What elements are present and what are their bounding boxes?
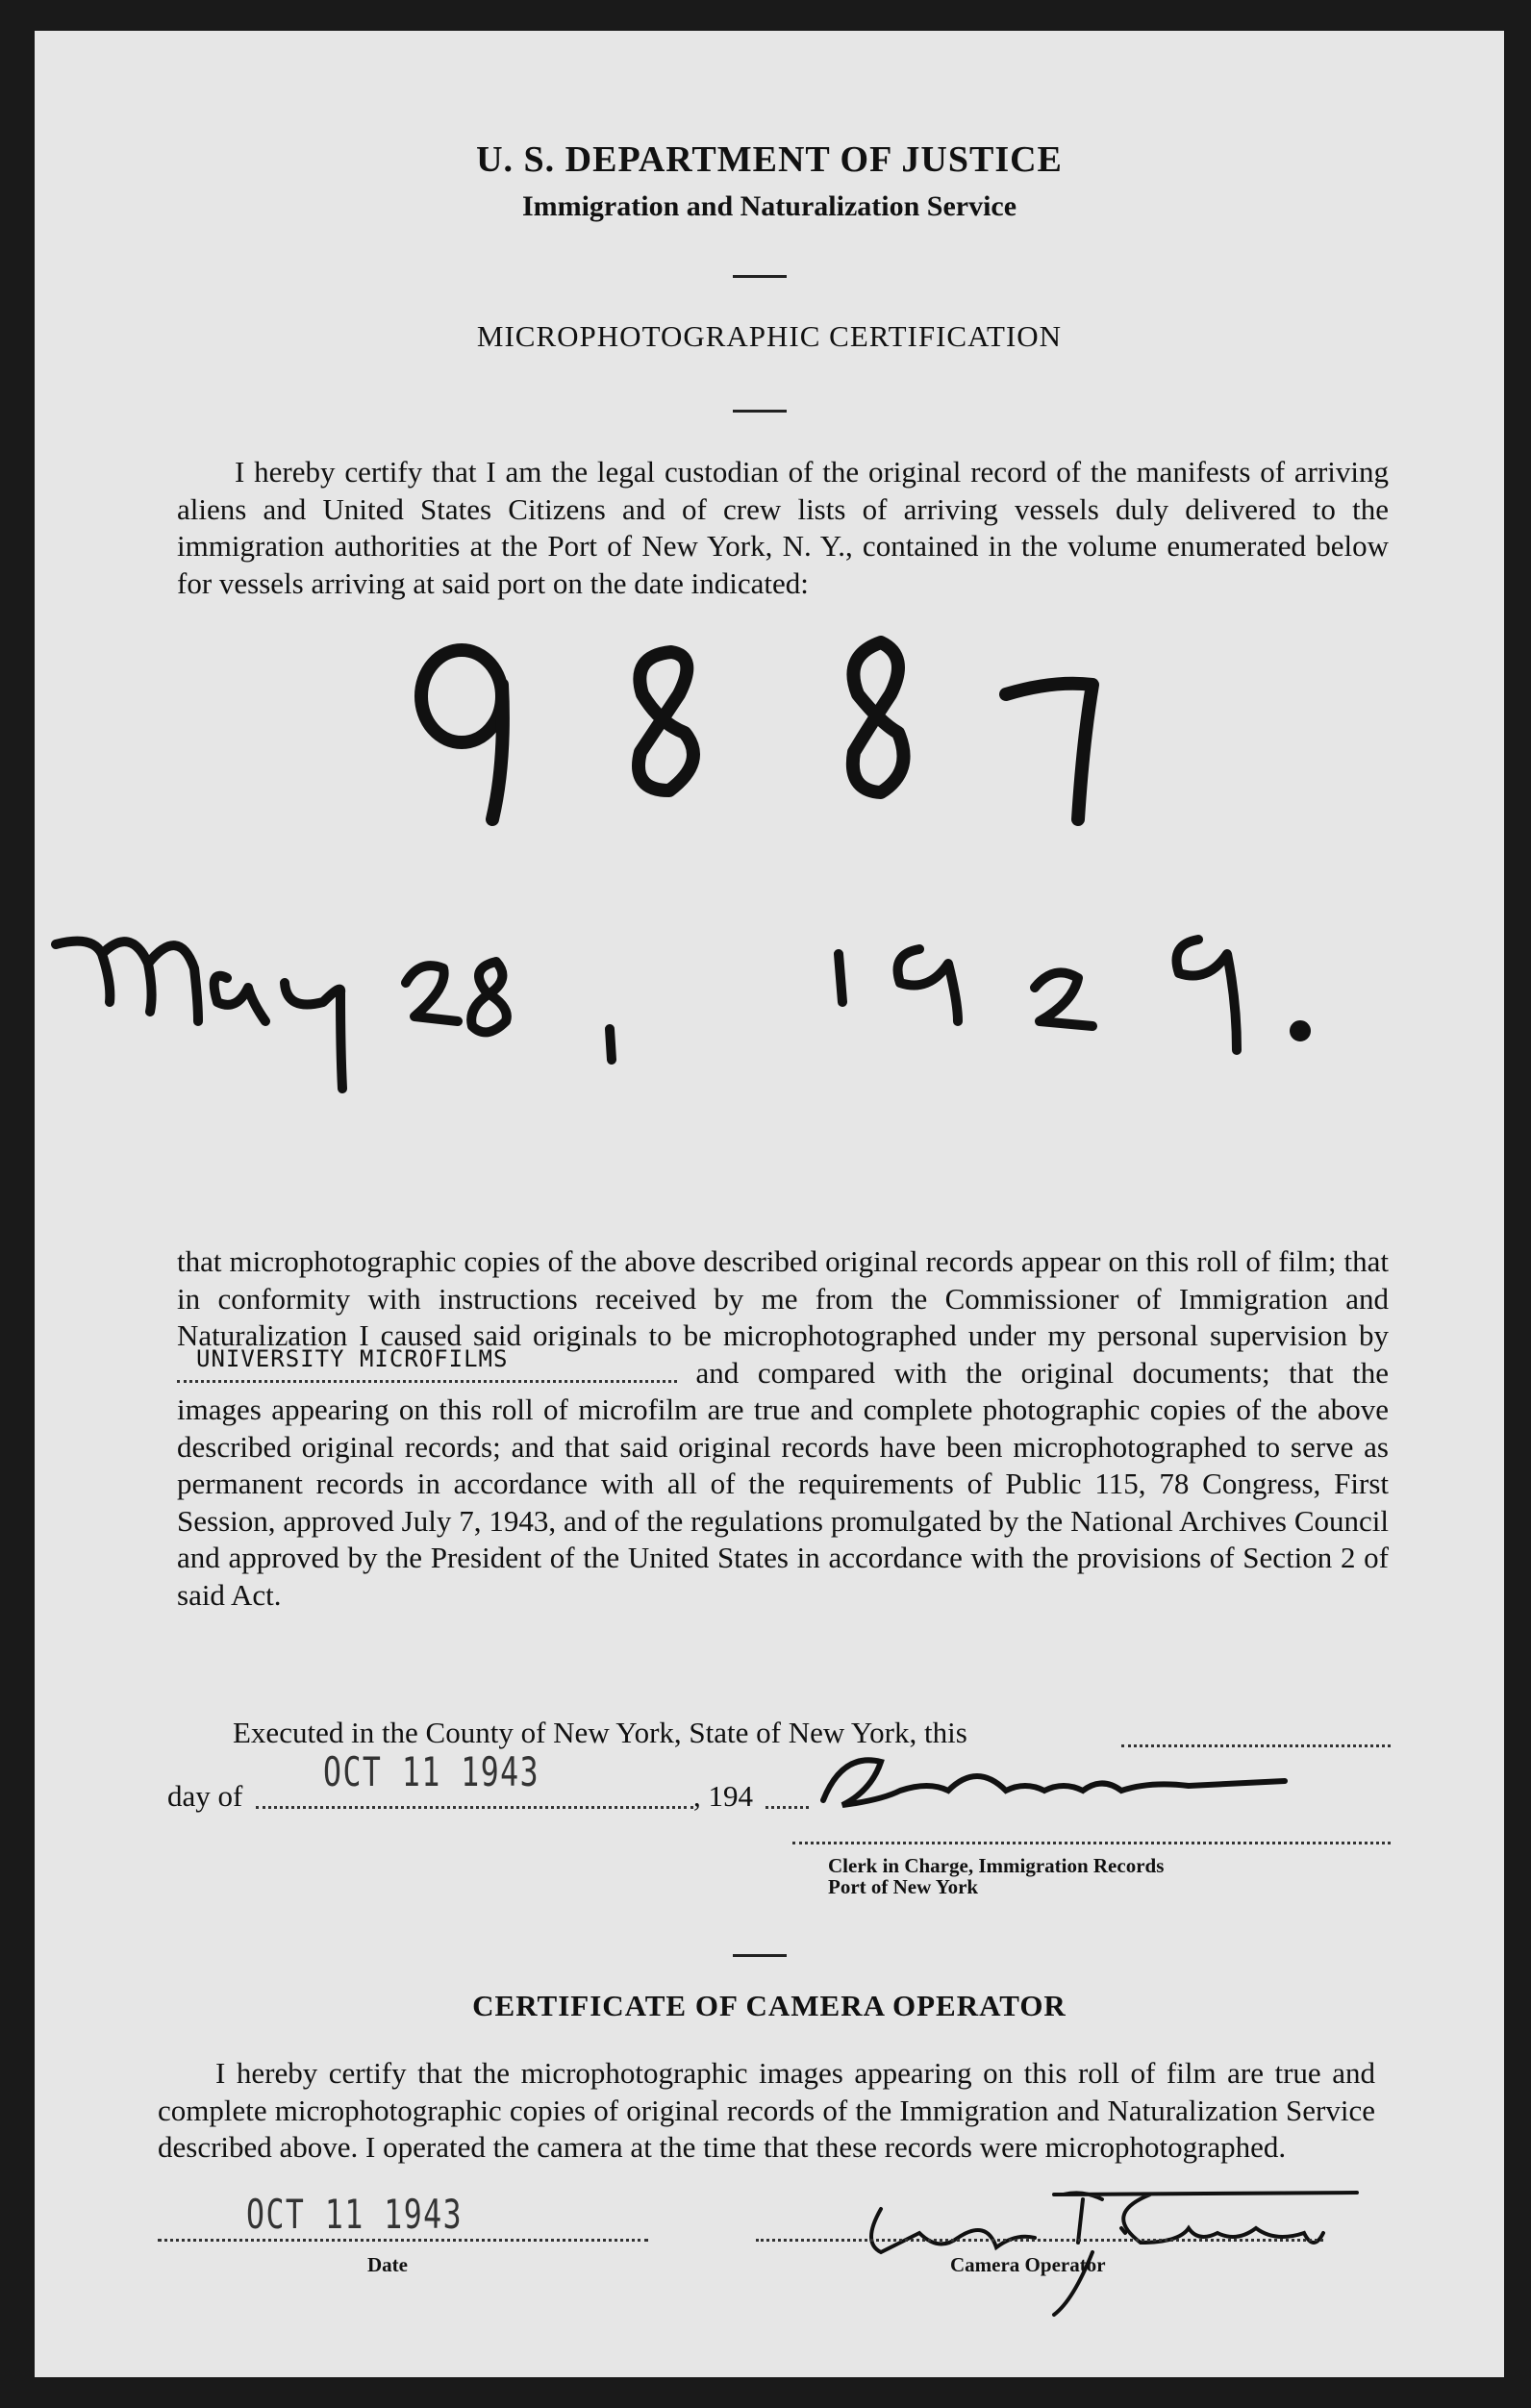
certificate-page xyxy=(35,31,1504,2377)
clerk-title: Clerk in Charge, Immigration Records xyxy=(828,1854,1165,1877)
paragraph-2-text: that microphotographic copies of the above described original records appear on this roll of film; that in conformity with instructions received by me from the Commissioner of Immigration and Naturalization I caused said originals to be microphotographed under my personal supervision by xyxy=(177,1244,1389,1352)
camera-operator-line xyxy=(756,2239,1323,2242)
clerk-signature xyxy=(823,1760,1285,1805)
year-prefix: , 194 xyxy=(693,1779,753,1813)
handwritten-day xyxy=(406,962,507,1032)
department-heading: U. S. DEPARTMENT OF JUSTICE xyxy=(476,139,1063,180)
date-label: Date xyxy=(367,2253,408,2276)
handwritten-digit xyxy=(421,650,503,819)
handwritten-digit xyxy=(639,652,693,790)
operator-date-stamp: OCT 11 1943 xyxy=(246,2191,464,2238)
paragraph-2-continued: and compared with the original documents; that the images appearing on this roll of microfilm are true and complete photographic copies of the above described original records; and that said original records have been microphotographed to serve as permanent records in accordance with all of the requirements of Public 115, 78 Congress, First Session, approved July 7, 1943, and of the regulations promulgated by the National Archives Council and approved by the President of the United States in accordance with the provisions of Section 2 of said Act. xyxy=(177,1355,1389,1612)
handwritten-digit xyxy=(1006,684,1092,819)
clerk-port: Port of New York xyxy=(828,1875,979,1898)
executed-text: Executed in the County of New York, State of New York, this xyxy=(233,1716,967,1749)
date-line xyxy=(158,2239,648,2242)
certification-paragraph-2 xyxy=(177,1243,1389,1614)
handwritten-digit xyxy=(853,642,904,792)
day-of-line xyxy=(256,1806,693,1809)
handwritten-comma xyxy=(610,1029,612,1060)
handwriting-layer xyxy=(35,31,1504,2377)
day-of-label: day of xyxy=(167,1779,243,1813)
handwritten-month xyxy=(56,941,342,1089)
handwritten-period xyxy=(1294,1025,1306,1037)
certification-paragraph: I hereby certify that I am the legal custodian of the original record of the manifests of arriving aliens and United States Citizens and of crew lists of arriving vessels duly delivered to the immigration authorities at the Port of New York, N. Y., contained in the volume enumerated below for vessels arriving at said port on the date indicated: xyxy=(177,455,1389,600)
executed-day-line xyxy=(1121,1744,1391,1747)
form-title: MICROPHOTOGRAPHIC CERTIFICATION xyxy=(476,319,1063,353)
operator-signature xyxy=(871,2193,1357,2315)
handwritten-year xyxy=(839,940,1237,1050)
camera-operator-label: Camera Operator xyxy=(950,2253,1106,2276)
day-of-stamp: OCT 11 1943 xyxy=(323,1748,540,1795)
clerk-signature-line xyxy=(792,1842,1391,1844)
divider xyxy=(733,1954,787,1957)
camera-operator-title: CERTIFICATE OF CAMERA OPERATOR xyxy=(472,1989,1067,2022)
camera-operator-paragraph: I hereby certify that the microphotographic images appearing on this roll of film are true and complete microphotographic copies of original records of the Immigration and Naturalization Service described above. I operated the camera at the time that these records were microphotographed. xyxy=(158,2056,1375,2164)
service-subheading: Immigration and Naturalization Service xyxy=(521,190,1017,222)
year-line xyxy=(766,1806,809,1809)
photographed-by-field xyxy=(177,1345,677,1383)
photographed-by-value: UNIVERSITY MICROFILMS xyxy=(196,1345,509,1372)
